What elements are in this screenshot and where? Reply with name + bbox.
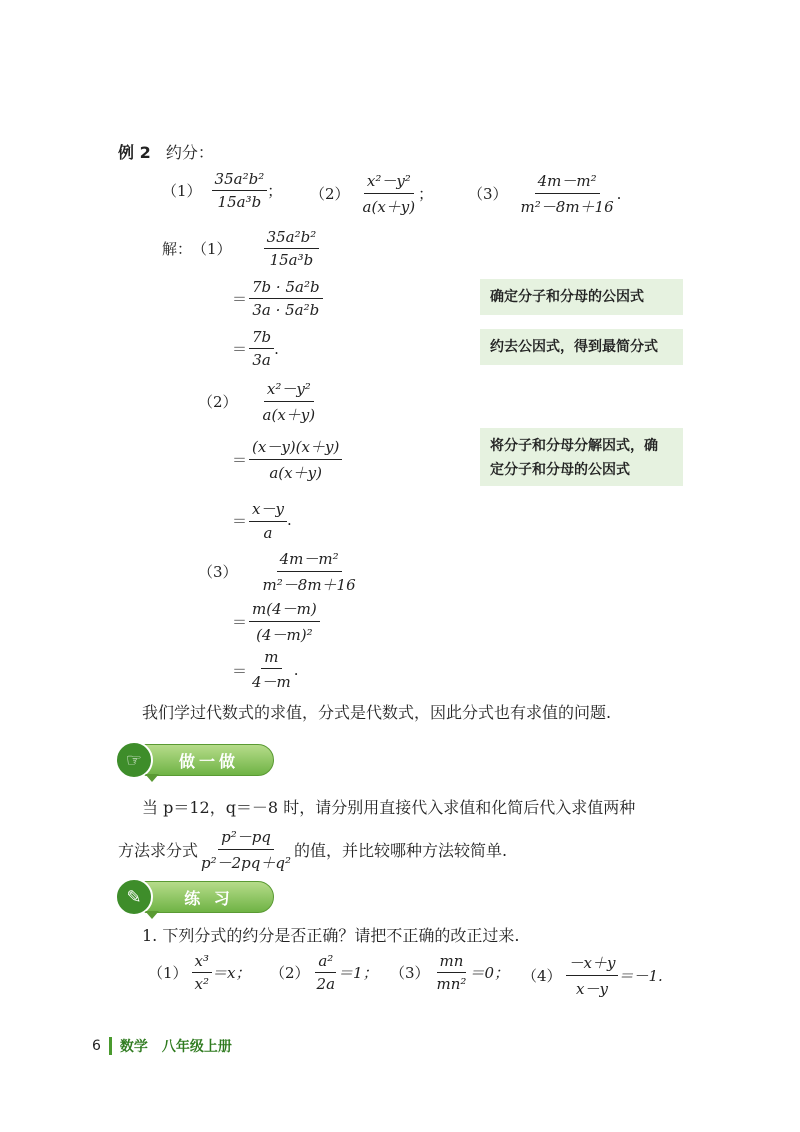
- fraction-denominator: x－y: [576, 980, 608, 998]
- page-number: 6: [92, 1038, 101, 1054]
- fraction-denominator: x²: [194, 975, 210, 993]
- activity-banner: [118, 744, 274, 776]
- problem-end: .: [616, 184, 622, 203]
- fraction-numerator: mn: [437, 952, 467, 973]
- fraction-numerator: x²－y²: [364, 170, 414, 194]
- solution-2-step-0: [198, 378, 318, 425]
- fraction-numerator: 7b: [249, 328, 274, 349]
- solution-1-step-0: [162, 228, 319, 269]
- fraction-denominator: 3a: [252, 351, 271, 369]
- fraction-numerator: x²－y²: [264, 378, 314, 402]
- item-number: （2）: [270, 964, 310, 982]
- practice-question-1: 1. 下列分式的约分是否正确？请把不正确的改正过来.: [142, 926, 520, 945]
- fraction-numerator: 35a²b²: [212, 170, 268, 191]
- equals-sign: ＝: [232, 511, 248, 530]
- fraction-numerator: x³: [192, 952, 212, 973]
- note-reduce: [480, 329, 683, 365]
- step-end: .: [274, 339, 279, 358]
- fraction-denominator: 2a: [316, 975, 336, 993]
- part-number: （2）: [198, 393, 238, 411]
- fraction-numerator: m(4－m): [249, 598, 320, 622]
- activity-text: 的值，并比较哪种方法较简单.: [294, 841, 508, 860]
- hand-icon: ☞: [115, 741, 153, 779]
- equals-sign: ＝: [232, 661, 248, 680]
- fraction-denominator: a: [263, 524, 273, 542]
- practice-item-1: [148, 952, 251, 993]
- fraction-numerator: 4m－m²: [535, 170, 600, 194]
- solution-2-step-1: [232, 436, 342, 483]
- step-end: .: [286, 511, 292, 529]
- summary-text: 我们学过代数式的求值，分式是代数式，因此分式也有求值的问题.: [142, 703, 612, 722]
- note-text: 确定分子和分母的公因式: [490, 289, 644, 305]
- practice-item-3: [390, 952, 509, 993]
- fraction-denominator: 4－m: [252, 673, 291, 691]
- footer-divider: [109, 1037, 112, 1055]
- activity-banner-label: 做一做: [178, 751, 239, 771]
- item-number: （1）: [148, 964, 188, 982]
- pencil-icon: ✎: [115, 878, 153, 916]
- problem-number: （2）: [310, 185, 350, 203]
- equals-sign: ＝: [232, 451, 248, 469]
- activity-line-1: 当 p＝12，q＝－8 时，请分别用直接代入求值和化简后代入求值两种: [142, 798, 636, 817]
- note-text: 将分子和分母分解因式，确: [490, 438, 658, 454]
- problem-end: ；: [267, 182, 283, 200]
- problem-end: ；: [418, 185, 434, 203]
- fraction-numerator: m: [261, 648, 281, 669]
- fraction-denominator: a(x＋y): [362, 198, 416, 216]
- solution-3-step-0: [198, 548, 359, 595]
- example-label: 例 2: [118, 143, 151, 162]
- example-heading: [118, 140, 214, 163]
- fraction-denominator: a(x＋y): [262, 406, 316, 424]
- activity-text: 方法求分式: [118, 841, 199, 860]
- fraction-numerator: x－y: [249, 498, 287, 522]
- practice-item-4: [522, 952, 663, 999]
- fraction-numerator: (x－y)(x＋y): [249, 436, 342, 460]
- step-end: .: [293, 661, 299, 679]
- fraction-denominator: 15a³b: [217, 193, 262, 211]
- problem-1: [162, 170, 282, 211]
- fraction-numerator: －x＋y: [566, 952, 619, 976]
- solution-1-step-2: [232, 328, 279, 369]
- practice-banner: [118, 881, 274, 913]
- fraction-numerator: p²－pq: [218, 826, 274, 850]
- part-number: （3）: [198, 563, 238, 581]
- note-factorize: [480, 428, 683, 486]
- fraction-numerator: 7b · 5a²b: [249, 278, 323, 299]
- part-number: （1）: [192, 240, 232, 258]
- item-rhs: ＝1；: [338, 964, 378, 982]
- fraction-numerator: 4m－m²: [277, 548, 342, 572]
- fraction-numerator: a²: [315, 952, 336, 973]
- item-rhs: ＝0；: [469, 964, 509, 982]
- problem-2: [310, 170, 433, 217]
- item-number: （4）: [522, 967, 562, 985]
- fraction-denominator: (4－m)²: [256, 626, 313, 644]
- item-rhs: ＝－1.: [618, 967, 663, 985]
- fraction-denominator: p²－2pq＋q²: [201, 854, 291, 872]
- fraction-denominator: m²－8m＋16: [262, 576, 356, 594]
- fraction-numerator: 35a²b²: [264, 228, 320, 249]
- solution-3-step-2: [232, 648, 299, 692]
- solution-label: 解：: [162, 240, 193, 258]
- solution-3-step-1: [232, 598, 320, 645]
- item-rhs: ＝x；: [212, 964, 251, 982]
- problem-number: （1）: [162, 182, 202, 200]
- fraction-denominator: mn²: [436, 975, 467, 993]
- problem-3: [468, 170, 621, 217]
- fraction-denominator: 15a³b: [269, 251, 314, 269]
- equals-sign: ＝: [232, 613, 248, 631]
- practice-banner-label: 练 习: [184, 888, 234, 908]
- item-number: （3）: [390, 964, 430, 982]
- solution-1-step-1: [232, 278, 323, 319]
- banner-tail: [145, 774, 159, 782]
- problem-number: （3）: [468, 185, 508, 203]
- book-title: 数学 八年级上册: [119, 1039, 232, 1055]
- fraction-denominator: a(x＋y): [269, 464, 322, 482]
- equals-sign: ＝: [232, 290, 248, 308]
- note-common-factor: [480, 279, 683, 315]
- example-title: 约分：: [165, 143, 214, 162]
- banner-tail: [145, 911, 159, 919]
- solution-2-step-2: [232, 498, 292, 542]
- activity-line-2: [118, 826, 507, 873]
- practice-item-2: [270, 952, 378, 993]
- note-text: 定分子和分母的公因式: [490, 462, 630, 478]
- note-text: 约去公因式，得到最简分式: [490, 339, 658, 355]
- fraction-denominator: 3a · 5a²b: [252, 301, 320, 319]
- fraction-denominator: m²－8m＋16: [520, 198, 614, 216]
- page-footer: [92, 1036, 232, 1056]
- equals-sign: ＝: [232, 340, 248, 358]
